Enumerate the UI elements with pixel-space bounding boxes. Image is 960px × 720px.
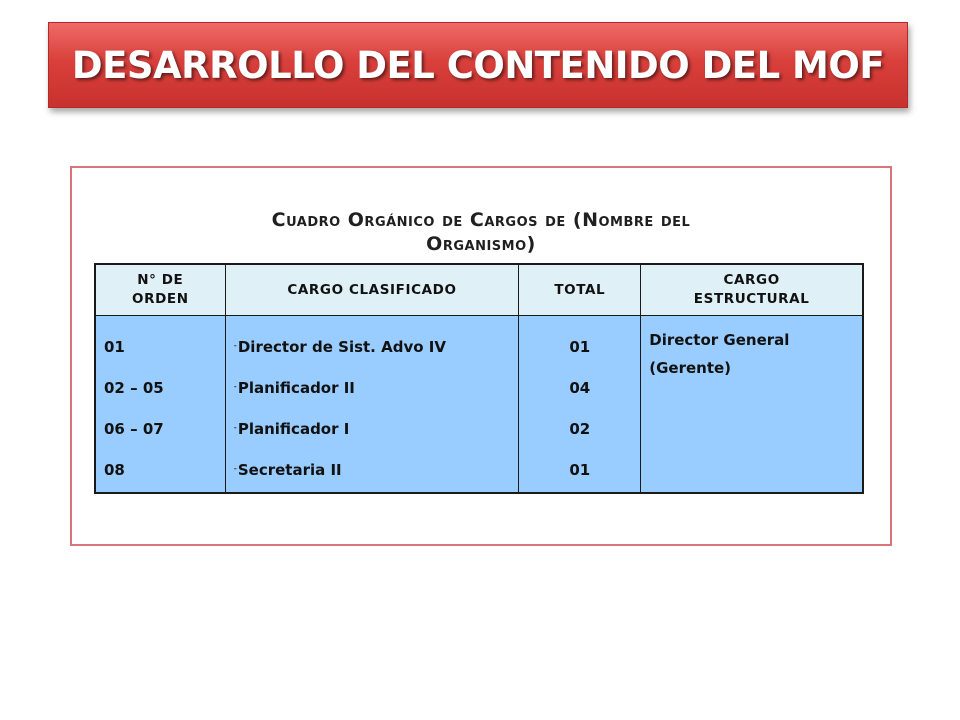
- header-orden-line2: ORDEN: [132, 291, 189, 307]
- cell-cargo-estructural: [641, 316, 863, 494]
- cell-total: 01: [519, 316, 641, 368]
- table-caption-line2: Organismo): [426, 233, 536, 255]
- cell-orden: 01: [95, 316, 225, 368]
- header-total: TOTAL: [519, 264, 641, 316]
- bullet-marker: -: [233, 463, 237, 474]
- bullet-marker: -: [233, 381, 237, 392]
- cell-total: 01: [519, 449, 641, 493]
- cargo-estructural-line1: Director General: [649, 331, 790, 349]
- content-frame: [70, 166, 892, 546]
- table-row: [95, 316, 863, 368]
- cell-cargo: [225, 408, 519, 449]
- cell-orden: 08: [95, 449, 225, 493]
- bullet-marker: -: [233, 422, 237, 433]
- header-orden-line1: N° DE: [137, 272, 184, 288]
- cell-cargo-text: Planificador I: [237, 419, 350, 438]
- table-caption: [72, 208, 890, 256]
- table-header-row: [95, 264, 863, 316]
- cell-orden: 02 – 05: [95, 367, 225, 408]
- cell-cargo-text: Planificador II: [237, 378, 355, 397]
- cell-cargo-text: Director de Sist. Advo IV: [237, 337, 446, 356]
- cargo-estructural-line2: (Gerente): [649, 359, 732, 377]
- header-estructural-line2: ESTRUCTURAL: [693, 291, 810, 307]
- cell-cargo-text: Secretaria II: [237, 460, 342, 479]
- header-orden: [95, 264, 225, 316]
- bullet-marker: -: [233, 340, 237, 351]
- title-banner: [48, 22, 908, 108]
- cell-cargo: [225, 367, 519, 408]
- slide-title: DESARROLLO DEL CONTENIDO DEL MOF: [71, 43, 885, 87]
- header-estructural-line1: CARGO: [723, 272, 780, 288]
- header-cargo-estructural: [641, 264, 863, 316]
- cell-total: 04: [519, 367, 641, 408]
- header-cargo-clasificado: CARGO CLASIFICADO: [225, 264, 519, 316]
- table-caption-line1: Cuadro Orgánico de Cargos de (Nombre del: [271, 209, 691, 231]
- cell-total: 02: [519, 408, 641, 449]
- cell-cargo: [225, 449, 519, 493]
- cell-cargo: [225, 316, 519, 368]
- cell-orden: 06 – 07: [95, 408, 225, 449]
- cargos-table: [94, 263, 864, 494]
